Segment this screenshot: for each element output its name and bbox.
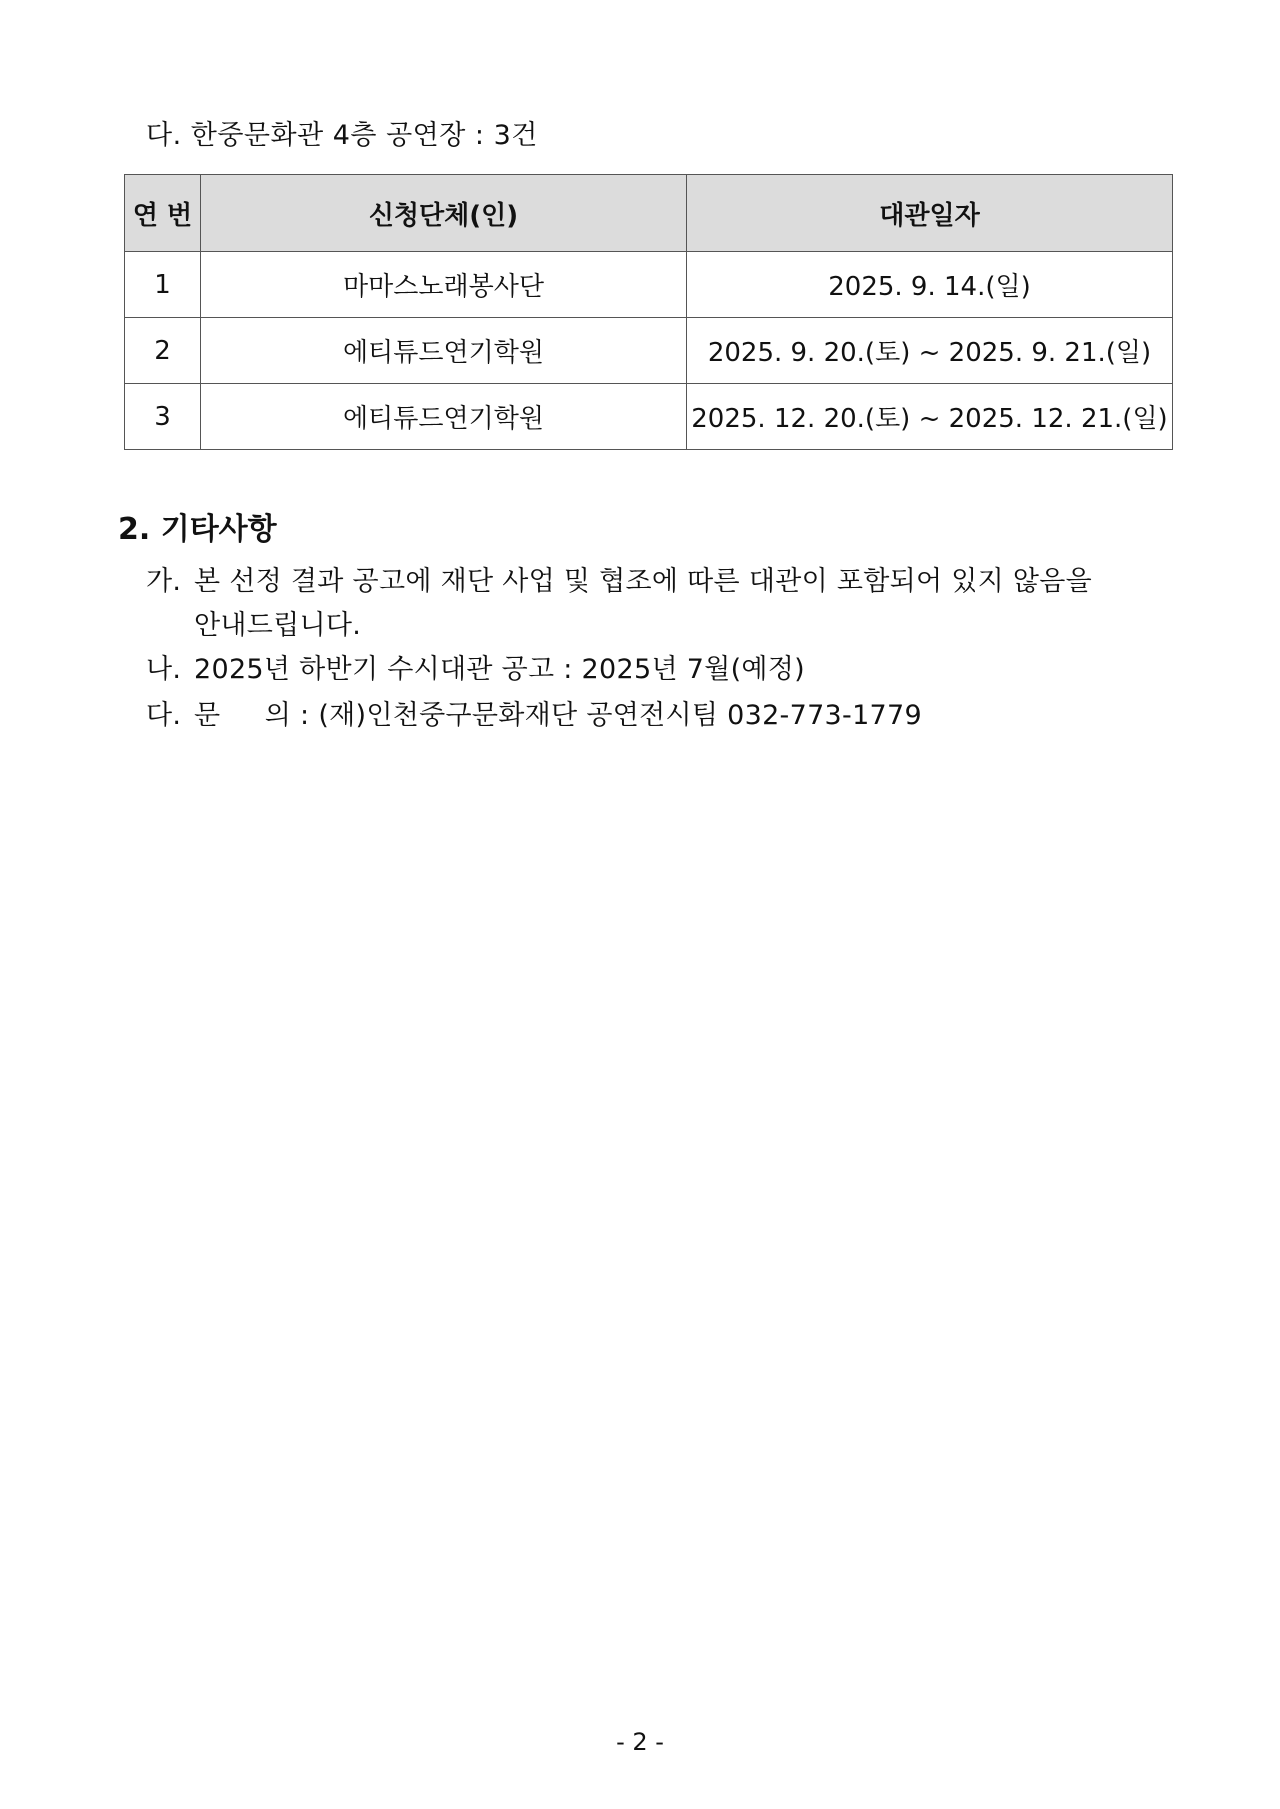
row-applicant: 마마스노래봉사단 (201, 252, 687, 318)
row-rental-date: 2025. 9. 14.(일) (687, 252, 1173, 318)
list-item-text: 문 의 : (재)인천중구문화재단 공연전시팀 032-773-1779 (194, 700, 922, 731)
table-row (125, 384, 1173, 450)
list-item (146, 562, 1176, 602)
list-marker: 나. (146, 654, 182, 685)
row-rental-date: 2025. 12. 20.(토) ~ 2025. 12. 21.(일) (687, 384, 1173, 450)
list-item (146, 696, 1176, 736)
header-applicant: 신청단체(인) (201, 175, 687, 252)
list-item (146, 650, 1176, 690)
list-item-text: 2025년 하반기 수시대관 공고 : 2025년 7월(예정) (194, 654, 806, 685)
row-number: 2 (125, 318, 201, 384)
row-number: 1 (125, 252, 201, 318)
table-row (125, 318, 1173, 384)
row-applicant: 에티튜드연기학원 (201, 318, 687, 384)
header-number: 연 번 (125, 175, 201, 252)
table-row (125, 252, 1173, 318)
section-venue-label: 다. 한중문화관 4층 공연장 : 3건 (146, 120, 538, 151)
list-marker: 다. (146, 700, 182, 731)
header-rental-date: 대관일자 (687, 175, 1173, 252)
other-matters-heading: 2. 기타사항 (118, 512, 277, 547)
page-number: - 2 - (616, 1728, 664, 1756)
row-number: 3 (125, 384, 201, 450)
table-header-row (125, 175, 1173, 252)
list-item-text: 본 선정 결과 공고에 재단 사업 및 협조에 따른 대관이 포함되어 있지 않음을 (194, 566, 1093, 597)
row-applicant: 에티튜드연기학원 (201, 384, 687, 450)
list-item-continuation: 안내드립니다. (194, 610, 362, 641)
row-rental-date: 2025. 9. 20.(토) ~ 2025. 9. 21.(일) (687, 318, 1173, 384)
venue-rental-table (124, 174, 1173, 450)
list-marker: 가. (146, 566, 182, 597)
